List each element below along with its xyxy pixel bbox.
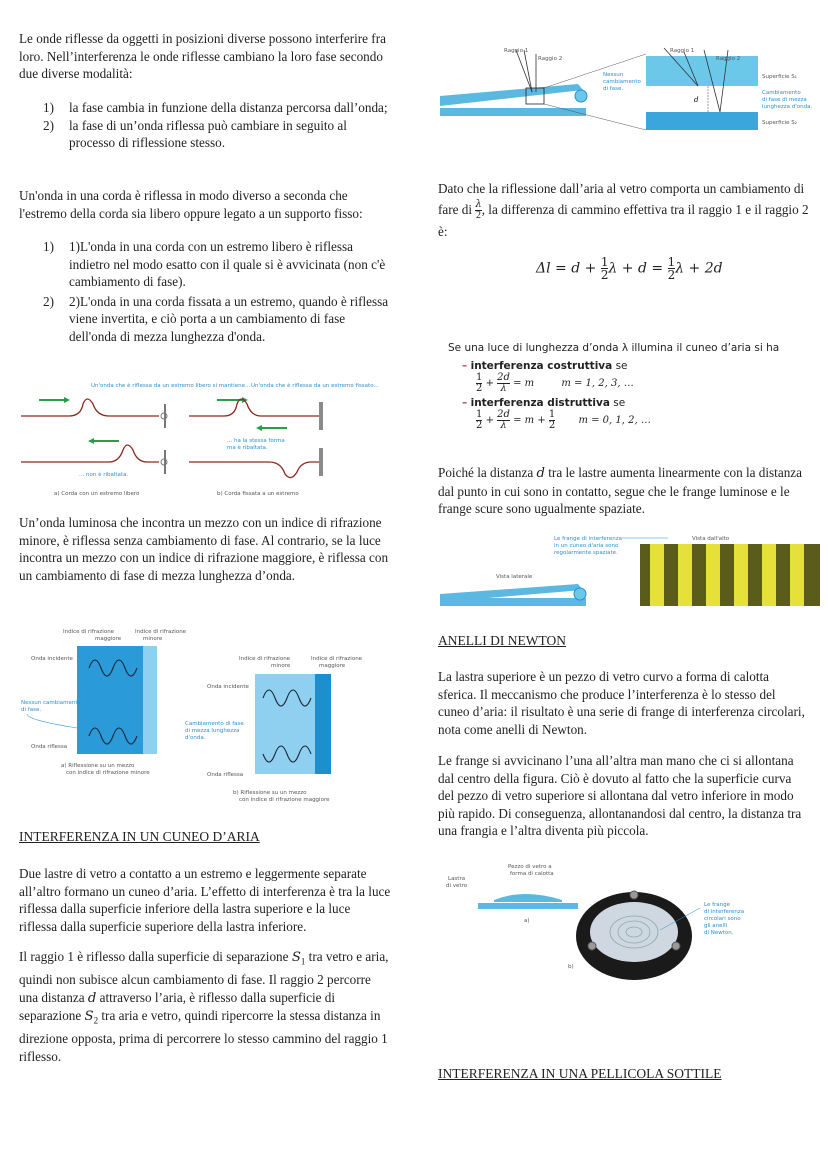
svg-text:di fase.: di fase.	[21, 707, 42, 713]
fixed-wall	[319, 448, 323, 476]
svg-text:con indice di rifrazione maggi: con indice di rifrazione maggiore	[239, 797, 330, 803]
list-item: 2) la fase di un’onda riflessa può cambiare in seguito al processo di riflessione stesso.	[43, 117, 347, 150]
svg-text:Indice di rifrazione: Indice di rifrazione	[135, 629, 187, 635]
svg-text:di fase di mezza: di fase di mezza	[762, 97, 807, 103]
svg-text:di fase.: di fase.	[603, 86, 624, 92]
interference-conditions	[448, 341, 818, 431]
arrow-head-icon	[88, 438, 94, 444]
glass-disc	[590, 902, 678, 962]
svg-text:Nessun cambiamento: Nessun cambiamento	[21, 700, 81, 706]
string-reflection-figure	[19, 376, 379, 500]
newton-paragraph-2: Le frange si avvicinano l’una all’altra man mano che ci si allontana dal centro della figura. Ciò è dovuto al fatto che la superficie curva del pezzo di vetro superiore si allontana dal vetro inferiore in modo più rapido. Di conseguenza, allontanandosi dal centro, la distanza tra una frangia e l’altra diventa più piccola.	[438, 753, 802, 838]
screw-icon	[588, 942, 596, 950]
svg-text:in un cuneo d'aria sono: in un cuneo d'aria sono	[554, 543, 619, 549]
svg-text:Pezzo di vetro a: Pezzo di vetro a	[508, 864, 552, 870]
equal-spacing-paragraph: Poiché la distanza d tra le lastre aumenta linearmente con la distanza dal punto in cui sono in contatto, segue che le frange luminose e le frange scure sono ugualmente spaziate.	[438, 465, 803, 516]
svg-text:gli anelli: gli anelli	[704, 923, 728, 929]
svg-text:di Newton.: di Newton.	[704, 930, 734, 936]
svg-text:lunghezza d'onda.: lunghezza d'onda.	[762, 104, 813, 110]
label-free-end: Un'onda che è riflessa da un estremo libero si mantiene...	[91, 383, 251, 389]
svg-text:Vista dall'alto: Vista dall'alto	[692, 536, 730, 542]
contact-cylinder	[575, 90, 587, 102]
air-wedge-rays-figure	[438, 46, 823, 132]
heading-newton-rings: ANELLI DI NEWTON	[438, 633, 566, 648]
svg-text:d'onda.: d'onda.	[185, 735, 206, 741]
label-fixed-end: Un'onda che è riflessa da un estremo fissato...	[251, 383, 379, 389]
svg-text:Indice di rifrazione: Indice di rifrazione	[311, 656, 363, 662]
svg-text:Nessun: Nessun	[603, 72, 624, 78]
medium-high	[77, 646, 143, 754]
string-wave	[21, 399, 159, 416]
svg-text:minore: minore	[271, 663, 291, 669]
fixed-wall	[319, 402, 323, 430]
svg-text:a): a)	[524, 918, 530, 924]
label-flipped-2: ma è ribaltata.	[227, 445, 268, 451]
wedge-fringes-figure	[438, 532, 823, 610]
arrow-head-icon	[256, 425, 262, 431]
svg-text:Lastra: Lastra	[448, 876, 466, 882]
svg-text:Le frange: Le frange	[704, 902, 731, 908]
wedge-paragraph-1: Due lastre di vetro a contatto a un estremo e leggermente separate all’altro formano un cuneo d’aria. L’effetto di interferenza è tra la luce riflessa dalla superficie inferiore della lastra superiore e la luce riflessa dalla superficie superiore della lastra inferiore.	[19, 866, 391, 934]
svg-text:Superficie S₂: Superficie S₂	[762, 120, 797, 126]
svg-text:Superficie S₁: Superficie S₁	[762, 74, 797, 80]
svg-text:Vista laterale: Vista laterale	[496, 574, 533, 580]
svg-text:Cambiamento di fase: Cambiamento di fase	[185, 721, 244, 727]
string-wave	[21, 445, 159, 462]
caption-b: b) Corda fissata a un estremo	[217, 491, 299, 497]
svg-text:con indice di rifrazione minor: con indice di rifrazione minore	[66, 770, 150, 776]
svg-text:di vetro: di vetro	[446, 883, 468, 889]
bright-fringe	[762, 544, 776, 606]
arrow-head-icon	[64, 397, 70, 403]
svg-text:Onda riflessa: Onda riflessa	[31, 744, 68, 750]
top-glass-plate	[440, 84, 583, 106]
list-item: 1) 1)L'onda in una corda con un estremo libero è riflessa indietro nel modo esatto con il quale si è avvicinata (non c'è cambiamento di fase).	[43, 239, 386, 289]
zoom-bottom-glass	[646, 112, 758, 130]
label-flipped-1: ... ha la stessa forma	[227, 438, 285, 444]
caption-a: a) Corda con un estremo libero	[54, 491, 140, 497]
svg-text:di mezza lunghezza: di mezza lunghezza	[185, 728, 240, 734]
svg-text:minore: minore	[143, 636, 163, 642]
lambda-half: $\frac{\lambda}{2}$	[475, 199, 482, 222]
string-list	[19, 238, 391, 345]
glass-plate	[478, 903, 578, 909]
medium-reflection-figure	[19, 624, 379, 809]
list-item: 1) la fase cambia in funzione della distanza percorsa dall’onda;	[43, 100, 388, 115]
svg-text:Raggio 1: Raggio 1	[670, 48, 695, 54]
heading-thin-film: INTERFERENZA IN UNA PELLICOLA SOTTILE	[438, 1066, 722, 1081]
svg-text:Raggio 1: Raggio 1	[504, 48, 529, 54]
svg-text:Raggio 2: Raggio 2	[538, 56, 563, 62]
bottom-glass-plate	[440, 598, 586, 606]
screw-icon	[630, 891, 638, 899]
constructive-condition: – interferenza costruttiva se	[462, 360, 628, 372]
medium-low	[143, 646, 157, 754]
medium-low	[255, 674, 315, 774]
medium-high	[315, 674, 331, 774]
svg-text:maggiore: maggiore	[95, 636, 122, 642]
zoom-top-glass	[646, 56, 758, 86]
string-wave	[189, 399, 319, 416]
svg-text:a) Riflessione su un mezzo: a) Riflessione su un mezzo	[61, 763, 135, 769]
svg-text:Cambiamento: Cambiamento	[762, 90, 801, 96]
bright-fringe	[734, 544, 748, 606]
svg-text:b) Riflessione su un mezzo: b) Riflessione su un mezzo	[233, 790, 307, 796]
svg-text:Raggio 2: Raggio 2	[716, 56, 741, 62]
svg-text:maggiore: maggiore	[319, 663, 346, 669]
contact-cylinder	[574, 588, 586, 600]
path-difference-equation: Δl = d + $\frac{1}{2}$ λ + d = $\frac{1}{2}$ λ + 2d	[536, 255, 723, 282]
newton-paragraph-1: La lastra superiore è un pezzo di vetro curvo a forma di calotta sferica. Il meccanismo che produce l’interferenza è lo stesso del cuneo d’aria: il risultato è una serie di frange di interferenza circolari, nota come anelli di Newton.	[438, 669, 805, 737]
string-intro-paragraph: Un'onda in una corda è riflessa in modo diverso a seconda che l'estremo della corda sia libero oppure legato a un supporto fisso:	[19, 188, 363, 221]
intro-paragraph: Le onde riflesse da oggetti in posizioni diverse possono interferire fra loro. Nell’interferenza le onde riflesse cambiano la loro fase secondo due diverse modalità:	[19, 31, 386, 81]
lens-cap	[494, 894, 562, 902]
destructive-formula: $\frac{1}{2}$ + $\frac{2d}{\lambda}$ = m + $\frac{1}{2}$ m = 0, 1, 2, …	[476, 409, 651, 431]
bright-fringe	[650, 544, 664, 606]
svg-text:Onda riflessa: Onda riflessa	[207, 772, 244, 778]
svg-text:Onda incidente: Onda incidente	[207, 684, 249, 690]
svg-text:circolari sono: circolari sono	[704, 916, 741, 922]
light-reflection-paragraph: Un’onda luminosa che incontra un mezzo con un indice di rifrazione minore, è riflessa senza cambiamento di fase. Al contrario, se la luce incontra un mezzo con un indice di rifrazione maggiore, è riflessa con un cambiamento di fase di mezza lunghezza d’onda.	[19, 515, 389, 583]
svg-text:b): b)	[568, 964, 574, 970]
bright-fringe	[678, 544, 692, 606]
phase-list	[19, 99, 391, 152]
newton-rings-figure	[438, 860, 823, 980]
string-wave-inverted	[189, 462, 319, 478]
svg-text:Indice di rifrazione: Indice di rifrazione	[63, 629, 115, 635]
screw-icon	[672, 942, 680, 950]
svg-text:cambiamento: cambiamento	[603, 79, 641, 85]
svg-text:Le frange di interferenza: Le frange di interferenza	[554, 536, 622, 542]
wedge-paragraph-2: Il raggio 1 è riflesso dalla superficie di separazione $S_1$ tra vetro e aria, quindi non subisce alcun cambiamento di fase. Il raggio 2 percorre una distanza d attraverso l’aria, è riflesso dalla superficie di separazione $S_2$ tra aria e vetro, quindi ripercorre la stessa distanza in direzione opposta, prima di percorrere lo stesso cammino del raggio 1 riflesso.	[19, 949, 389, 1064]
svg-text:regolarmente spaziate.: regolarmente spaziate.	[554, 550, 618, 556]
constructive-formula: $\frac{1}{2}$ + $\frac{2d}{\lambda}$ = m m = 1, 2, 3, …	[476, 372, 634, 394]
svg-text:Onda incidente: Onda incidente	[31, 656, 73, 662]
label-not-flipped: ... non è ribaltata.	[79, 472, 129, 478]
svg-text:forma di calotta: forma di calotta	[510, 871, 554, 877]
bright-fringe	[706, 544, 720, 606]
destructive-condition: – interferenza distruttiva se	[462, 397, 626, 409]
conditions-intro: Se una luce di lunghezza d’onda λ illumina il cuneo d’aria si ha	[448, 342, 780, 354]
phase-change-paragraph: Dato che la riflessione dall’aria al vetro comporta un cambiamento di fare di $\frac{\lambda}{2}$ , la differenza di cammino effettiva tra il raggio 1 e il raggio 2 è:	[438, 181, 809, 240]
svg-text:Indice di rifrazione: Indice di rifrazione	[239, 656, 291, 662]
svg-text:di interferenza: di interferenza	[704, 909, 745, 915]
list-item: 2) 2)L'onda in una corda fissata a un estremo, quando è riflessa viene invertita, e ciò porta a un cambiamento di fase dell'onda di mezza lunghezza d'onda.	[43, 293, 389, 344]
heading-air-wedge: INTERFERENZA IN UN CUNEO D’ARIA	[19, 829, 260, 844]
bright-fringe	[790, 544, 804, 606]
svg-text:d: d	[694, 96, 699, 104]
